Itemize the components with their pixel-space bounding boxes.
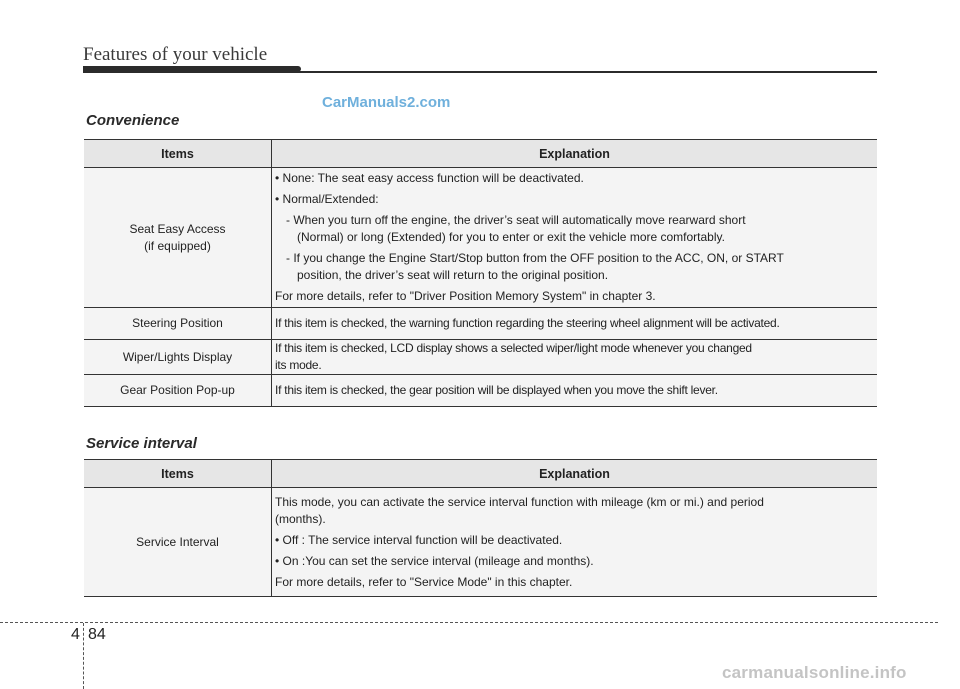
table-header-row [84, 140, 877, 168]
explanation-cell: If this item is checked, the warning function regarding the steering wheel alignment will be activated. [272, 308, 878, 340]
list-item: • Off : The service interval function will be deactivated. [275, 532, 563, 547]
list-item: • Normal/Extended: [275, 192, 379, 206]
service-interval-table [84, 459, 877, 597]
sub-list-item: - If you change the Engine Start/Stop button from the OFF position to the ACC, ON, or START position, the driver’s seat will return to the original position. [286, 251, 784, 282]
item-cell: Wiper/Lights Display [84, 340, 272, 375]
explanation-cell: If this item is checked, LCD display shows a selected wiper/light mode whenever you changed its mode. [272, 340, 878, 375]
footer-page-divider [83, 623, 84, 689]
watermark-top: CarManuals2.com [322, 94, 451, 111]
table-header-row [84, 460, 877, 488]
item-label-qualifier: (if equipped) [144, 238, 211, 253]
column-header-items: Items [84, 460, 272, 488]
item-cell: Gear Position Pop-up [84, 375, 272, 407]
table-row [84, 168, 877, 308]
header-rule [83, 71, 877, 73]
explanation-cell [272, 488, 878, 597]
column-header-items: Items [84, 140, 272, 168]
chapter-number: 4 [71, 626, 80, 643]
table-row [84, 308, 877, 340]
column-header-explanation: Explanation [272, 460, 878, 488]
list-item: • None: The seat easy access function will be deactivated. [275, 171, 584, 185]
footer-dashed-rule [0, 622, 938, 623]
item-cell: Steering Position [84, 308, 272, 340]
section-heading-convenience: Convenience [86, 112, 180, 129]
reference-note: For more details, refer to "Driver Position Memory System" in chapter 3. [275, 289, 656, 303]
intro-text: This mode, you can activate the service interval function with mileage (km or mi.) and period (months). [275, 494, 764, 526]
table-row [84, 488, 877, 597]
explanation-cell [272, 168, 878, 308]
table-row [84, 375, 877, 407]
section-heading-service-interval: Service interval [86, 435, 197, 452]
explanation-cell: If this item is checked, the gear position will be displayed when you move the shift lever. [272, 375, 878, 407]
page-header-title: Features of your vehicle [83, 44, 268, 65]
item-label: Seat Easy Access [129, 221, 226, 236]
convenience-table [84, 139, 877, 407]
item-cell: Service Interval [84, 488, 272, 597]
reference-note: For more details, refer to "Service Mode" in this chapter. [275, 574, 573, 589]
page-number: 84 [88, 626, 106, 643]
item-cell [84, 168, 272, 308]
table-row [84, 340, 877, 375]
column-header-explanation: Explanation [272, 140, 878, 168]
watermark-bottom: carmanualsonline.info [722, 663, 907, 682]
list-item: • On :You can set the service interval (mileage and months). [275, 553, 594, 568]
sub-list-item: - When you turn off the engine, the driver’s seat will automatically move rearward short (Normal) or long (Extended) for you to enter or exit the vehicle more comfortably. [286, 213, 746, 244]
